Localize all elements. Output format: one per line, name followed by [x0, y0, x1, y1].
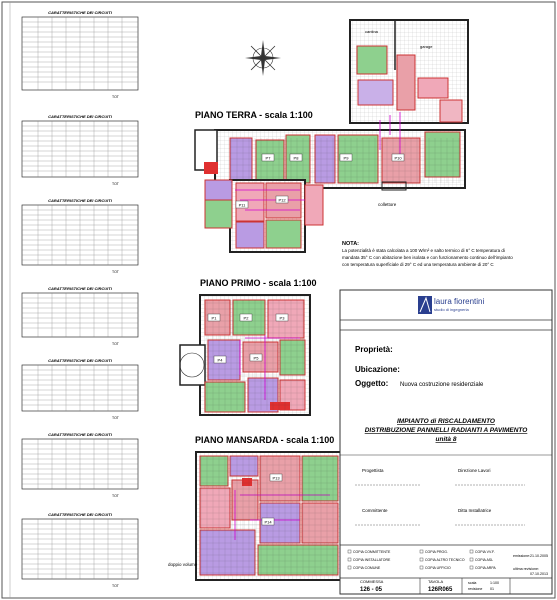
revision-value: 01 [490, 587, 494, 591]
emission-label: emissione: [513, 554, 531, 558]
room-tag: P13 [272, 475, 280, 481]
sheet-label: TAVOLA [428, 579, 444, 584]
circuit-table-title: CARATTERISTICHE DEI CIRCUITI [48, 512, 112, 517]
room-tag: P11 [238, 202, 246, 208]
copy-label: COPIA ASL [475, 558, 494, 562]
double-height-label: doppio volume [168, 562, 198, 567]
owner-label: Proprietà: [355, 345, 393, 354]
note-line-1: La potenzialità è stata calcolata a 100 W/m² e salto termico di 6° C temperatura di [342, 248, 505, 253]
garage-label: garage [420, 44, 433, 49]
copy-label: COPIA COMUNE [353, 566, 381, 570]
note-heading: NOTA: [342, 241, 360, 247]
circuit-table [22, 432, 138, 498]
circuit-table [22, 198, 138, 274]
order-label: COMMESSA [360, 579, 384, 584]
firm-name: laura fiorentini [434, 297, 485, 306]
scale-label: scala [468, 581, 477, 585]
emission-date: 21.10.2005 [530, 554, 548, 558]
circuit-table-total: TOT [112, 270, 119, 274]
circuit-table-total: TOT [112, 416, 119, 420]
title-block [340, 290, 552, 594]
room-tag: P1 [211, 315, 217, 321]
north-arrow-icon [245, 40, 281, 76]
revision-date: 07.10.2013 [530, 572, 548, 576]
circuit-table-title: CARATTERISTICHE DEI CIRCUITI [48, 198, 112, 203]
room-tag: P14 [264, 519, 272, 525]
circuit-table [22, 286, 138, 346]
first-floor-title: PIANO PRIMO - scala 1:100 [200, 278, 317, 288]
cantina-label: cantina [365, 29, 378, 34]
attic-floor-title: PIANO MANSARDA - scala 1:100 [195, 435, 335, 445]
works-director-label: Direzione Lavori [458, 468, 491, 473]
room-tag: P9 [343, 155, 349, 161]
copy-label: COPIA ALTRO TECNICO [425, 558, 465, 562]
circuit-table-title: CARATTERISTICHE DEI CIRCUITI [48, 358, 112, 363]
circuit-table-title: CARATTERISTICHE DEI CIRCUITI [48, 432, 112, 437]
room-tag: P4 [217, 357, 223, 363]
ground-floor-title: PIANO TERRA - scala 1:100 [195, 110, 313, 120]
plant-title: IMPIANTO di RISCALDAMENTO [397, 418, 495, 425]
circuit-table-total: TOT [112, 494, 119, 498]
room-tag: P10 [394, 155, 402, 161]
note-block [342, 241, 513, 267]
circuit-table-title: CARATTERISTICHE DEI CIRCUITI [48, 114, 112, 119]
circuit-table-title: CARATTERISTICHE DEI CIRCUITI [48, 10, 112, 15]
revision-date-label: ultima revisione: [513, 567, 539, 571]
firm-subtitle: studio di ingegneria [434, 307, 469, 312]
circuit-table-title: CARATTERISTICHE DEI CIRCUITI [48, 286, 112, 291]
circuit-table [22, 114, 138, 186]
note-line-3: con temperatura superficiale di 29° C ed una temperatura ambiente di 20° C [342, 262, 494, 267]
copy-label: COPIA ARPA [475, 566, 496, 570]
room-tag: P3 [279, 315, 285, 321]
copy-label: COPIA UFFICIO [425, 566, 451, 570]
note-line-2: mandata 35° C con abitazione ben isolata e con funzionamento continuo dell'impianto [342, 255, 513, 260]
order-value: 126 - 05 [360, 587, 383, 593]
copy-label: COPIA COMMITTENTE [353, 550, 391, 554]
first-floor-plan [180, 295, 310, 415]
subject-value: Nuova costruzione residenziale [400, 382, 484, 388]
room-tag: P5 [253, 355, 259, 361]
circuit-tables [22, 10, 138, 588]
sheet-value: 126R065 [428, 587, 453, 593]
ground-floor-plan [195, 20, 475, 252]
circuit-table-total: TOT [112, 584, 119, 588]
revision-label: revisione [468, 587, 483, 591]
scale-value: 1:100 [490, 581, 499, 585]
installer-company-label: Ditta Installatrice [458, 508, 492, 513]
subject-label: Oggetto: [355, 379, 389, 388]
room-tag: P7 [265, 155, 271, 161]
circuit-table [22, 10, 138, 99]
client-label: Committente [362, 508, 388, 513]
designer-label: Progettista [362, 468, 384, 473]
location-label: Ubicazione: [355, 365, 400, 374]
circuit-table [22, 358, 138, 420]
plant-subtitle: DISTRIBUZIONE PANNELLI RADIANTI A PAVIMENTO [364, 427, 528, 434]
copy-label: COPIA INSTALLATORE [353, 558, 391, 562]
unit-label: unità 8 [435, 436, 457, 443]
copy-label: COPIA PROG. [425, 550, 448, 554]
room-tag: P8 [293, 155, 299, 161]
circuit-table-total: TOT [112, 182, 119, 186]
attic-plan [168, 452, 342, 580]
room-tag: P2 [243, 315, 249, 321]
circuit-table [22, 512, 138, 588]
room-tag: P12 [278, 197, 286, 203]
circuit-table-total: TOT [112, 342, 119, 346]
copy-label: COPIA VV.F. [475, 550, 495, 554]
collector-label: collettore [378, 202, 397, 207]
circuit-table-total: TOT [112, 95, 119, 99]
